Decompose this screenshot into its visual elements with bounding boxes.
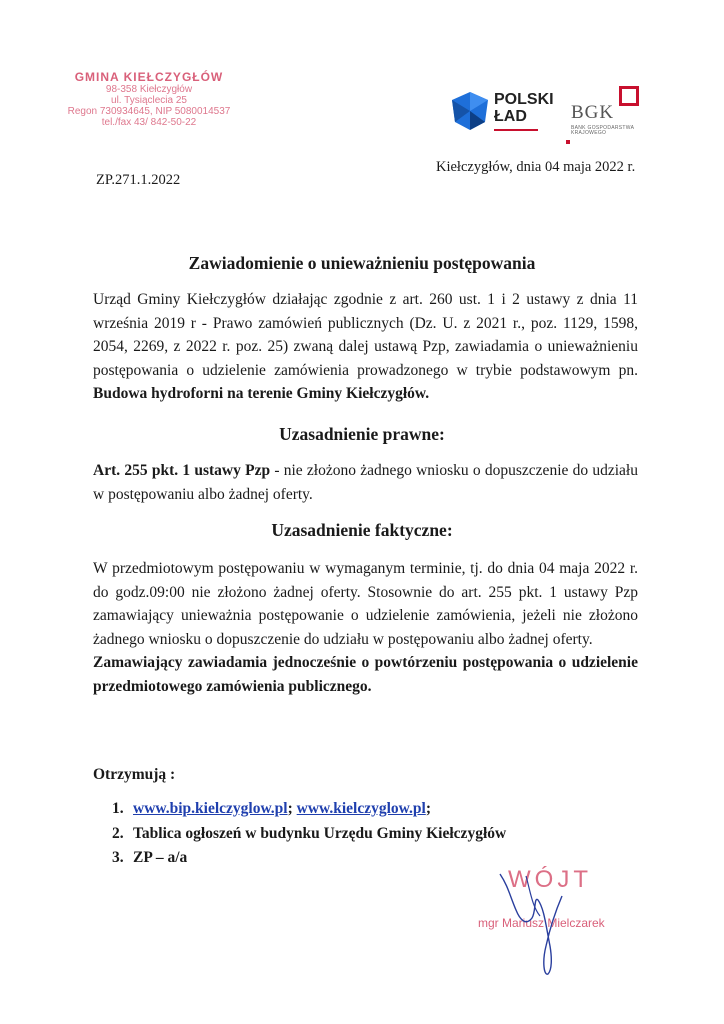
stamp-line: tel./fax 43/ 842-50-22 [101, 117, 197, 128]
bgk-subtitle [571, 126, 634, 136]
legal-paragraph [93, 459, 638, 506]
factual-bold: Zamawiający zawiadamia jednocześnie o powtórzeniu postępowania o udzielenie przedmiotowego zamówienia publicznego. [93, 654, 638, 695]
website-link[interactable]: www.kielczyglow.pl [296, 800, 426, 817]
factual-heading: Uzasadnienie faktyczne: [271, 520, 453, 540]
list-number: 2. [112, 824, 124, 842]
stamp-title: GMINA KIEŁCZYGŁÓW [74, 70, 224, 84]
list-end: ; [425, 800, 431, 817]
list-number: 3. [112, 849, 124, 866]
factual-paragraph [93, 557, 638, 698]
legal-text: - nie złożono żadnego wniosku o dopuszczenie do udziału w postępowaniu albo żadnej oferty. [93, 462, 638, 503]
list-text: Tablica ogłoszeń w budynku Urzędu Gminy Kiełczygłów [133, 824, 507, 842]
list-text: ZP – a/a [133, 849, 188, 866]
recipients-list [112, 797, 506, 871]
legal-heading: Uzasadnienie prawne: [279, 424, 445, 444]
polski-lad-emblem-icon [452, 92, 488, 130]
signature-office-stamp: WÓJT [508, 866, 592, 893]
bgk-subtitle-line: KRAJOWEGO [571, 130, 607, 136]
list-number: 1. [112, 800, 124, 817]
bgk-square-icon [619, 86, 639, 106]
municipality-stamp [64, 70, 234, 128]
polski-lad-word: ŁAD [494, 108, 527, 125]
polski-lad-text [494, 91, 554, 125]
bgk-dot-icon [566, 140, 570, 144]
stamp-line: Regon 730934645, NIP 5080014537 [67, 106, 231, 117]
signature-block [470, 866, 620, 976]
list-item [112, 797, 506, 822]
stamp-line: ul. Tysiąclecia 25 [111, 95, 187, 106]
recipients-title: Otrzymują : [93, 766, 176, 783]
intro-bold: Budowa hydroforni na terenie Gminy Kiełczygłów. [93, 385, 430, 402]
link-separator: ; [287, 800, 297, 817]
list-item [112, 846, 506, 871]
bgk-text: BGK [571, 102, 615, 123]
stamp-line: 98-358 Kiełczygłów [105, 84, 193, 95]
legal-bold: Art. 255 pkt. 1 ustawy Pzp [93, 462, 271, 479]
factual-text: W przedmiotowym postępowaniu w wymaganym terminie, tj. do dnia 04 maja 2022 r. do godz.09:00 nie złożono żadnej oferty. Stosownie do art. 255 pkt. 1 ustawy Pzp zamawiający unieważnia postępowanie o udzielenie zamówienia, jeżeli nie złożono żadnego wniosku o dopuszczenie do udziału w postępowaniu albo żadnej oferty. [93, 560, 638, 648]
signature-name-stamp: mgr Mariusz Mielczarek [478, 916, 605, 930]
intro-text: Urząd Gminy Kiełczygłów działając zgodnie z art. 260 ust. 1 i 2 ustawy z dnia 11 września 2019 r - Prawo zamówień publicznych (Dz. U. z 2021 r., poz. 1129, 1598, 2054, 2269, z 2022 r. poz. 25) zwaną dalej ustawą Pzp, zawiadamia o unieważnieniu postępowania o udzielenie zamówienia prowadzonego w trybie podstawowym pn. [93, 291, 638, 379]
document-title: Zawiadomienie o unieważnieniu postępowania [188, 253, 536, 273]
bgk-subtitle-line: BANK GOSPODARSTWA [571, 125, 635, 131]
polski-lad-word: POLSKI [494, 91, 554, 108]
list-item [112, 822, 506, 847]
handwritten-signature [470, 866, 620, 976]
reference-number: ZP.271.1.2022 [96, 172, 181, 188]
bgk-logo [571, 86, 646, 146]
polski-lad-underline [494, 129, 538, 131]
intro-paragraph [93, 288, 638, 406]
bip-link[interactable]: www.bip.kielczyglow.pl [133, 800, 288, 817]
document-date: Kiełczygłów, dnia 04 maja 2022 r. [436, 159, 636, 175]
